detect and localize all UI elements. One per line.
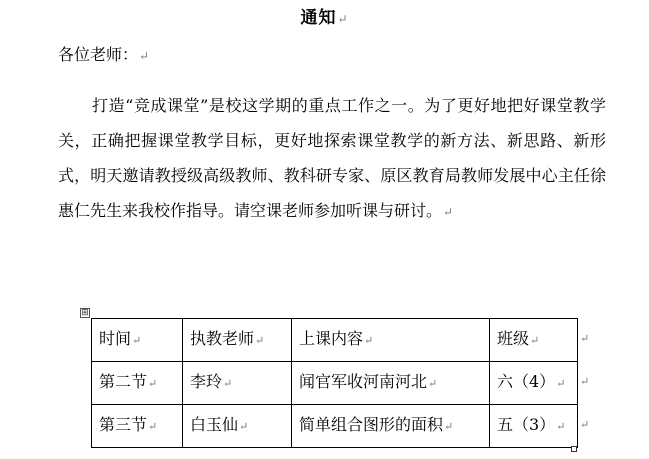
table-row (92, 362, 578, 405)
table-cell[interactable]: 白玉仙↵ (183, 405, 292, 448)
table-header-cell[interactable]: 班级↵ (490, 319, 578, 362)
body-paragraph (58, 88, 606, 230)
paragraph-mark-icon: ↵ (139, 49, 150, 63)
cell-end-mark-icon: ↵ (556, 377, 566, 390)
salutation (58, 44, 149, 67)
table-cell[interactable]: 李玲↵ (183, 362, 292, 405)
table-move-handle-icon[interactable]: ⊞ (81, 308, 89, 318)
table-resize-handle-icon[interactable] (571, 446, 577, 452)
cell-end-mark-icon: ↵ (364, 334, 374, 347)
paragraph-mark-icon: ↵ (443, 205, 454, 219)
cell-end-mark-icon: ↵ (223, 377, 233, 390)
cell-end-mark-icon: ↵ (148, 420, 158, 433)
table-cell[interactable]: 第三节↵ (92, 405, 183, 448)
notice-title (0, 6, 649, 31)
notice-title-text: 通知 (300, 8, 337, 28)
body-paragraph-text: 打造“竞成课堂”是校这学期的重点工作之一。为了更好地把好课堂教学关，正确把握课堂教学目标，更好地探索课堂教学的新方法、新思路、新形式，明天邀请教授级高级教师、教科研专家、原区教育局教师发展中心主任徐惠仁先生来我校作指导。请空课老师参加听课与研讨。 (58, 96, 606, 220)
row-end-mark-icon: ↵ (580, 375, 590, 388)
cell-end-mark-icon: ↵ (239, 420, 249, 433)
paragraph-mark-icon: ↵ (337, 12, 349, 26)
table-row (92, 405, 578, 448)
table-cell[interactable]: 闻官军收河南河北↵ (292, 362, 490, 405)
row-end-mark-icon: ↵ (580, 332, 590, 345)
cell-end-mark-icon: ↵ (428, 377, 438, 390)
table-cell[interactable]: 第二节↵ (92, 362, 183, 405)
row-end-mark-icon: ↵ (580, 418, 590, 431)
cell-end-mark-icon: ↵ (132, 334, 142, 347)
table-header-cell[interactable]: 上课内容↵ (292, 319, 490, 362)
table-header-row (92, 319, 578, 362)
schedule-table (91, 318, 578, 448)
cell-end-mark-icon: ↵ (530, 334, 540, 347)
cell-end-mark-icon: ↵ (444, 420, 454, 433)
table-cell[interactable]: 六（4）↵ (490, 362, 578, 405)
table-cell[interactable]: 简单组合图形的面积↵ (292, 405, 490, 448)
table-header-cell[interactable]: 时间↵ (92, 319, 183, 362)
table-header-cell[interactable]: 执教老师↵ (183, 319, 292, 362)
cell-end-mark-icon: ↵ (148, 377, 158, 390)
cell-end-mark-icon: ↵ (556, 420, 566, 433)
table-cell[interactable]: 五（3）↵ (490, 405, 578, 448)
salutation-text: 各位老师： (58, 45, 139, 64)
cell-end-mark-icon: ↵ (255, 334, 265, 347)
